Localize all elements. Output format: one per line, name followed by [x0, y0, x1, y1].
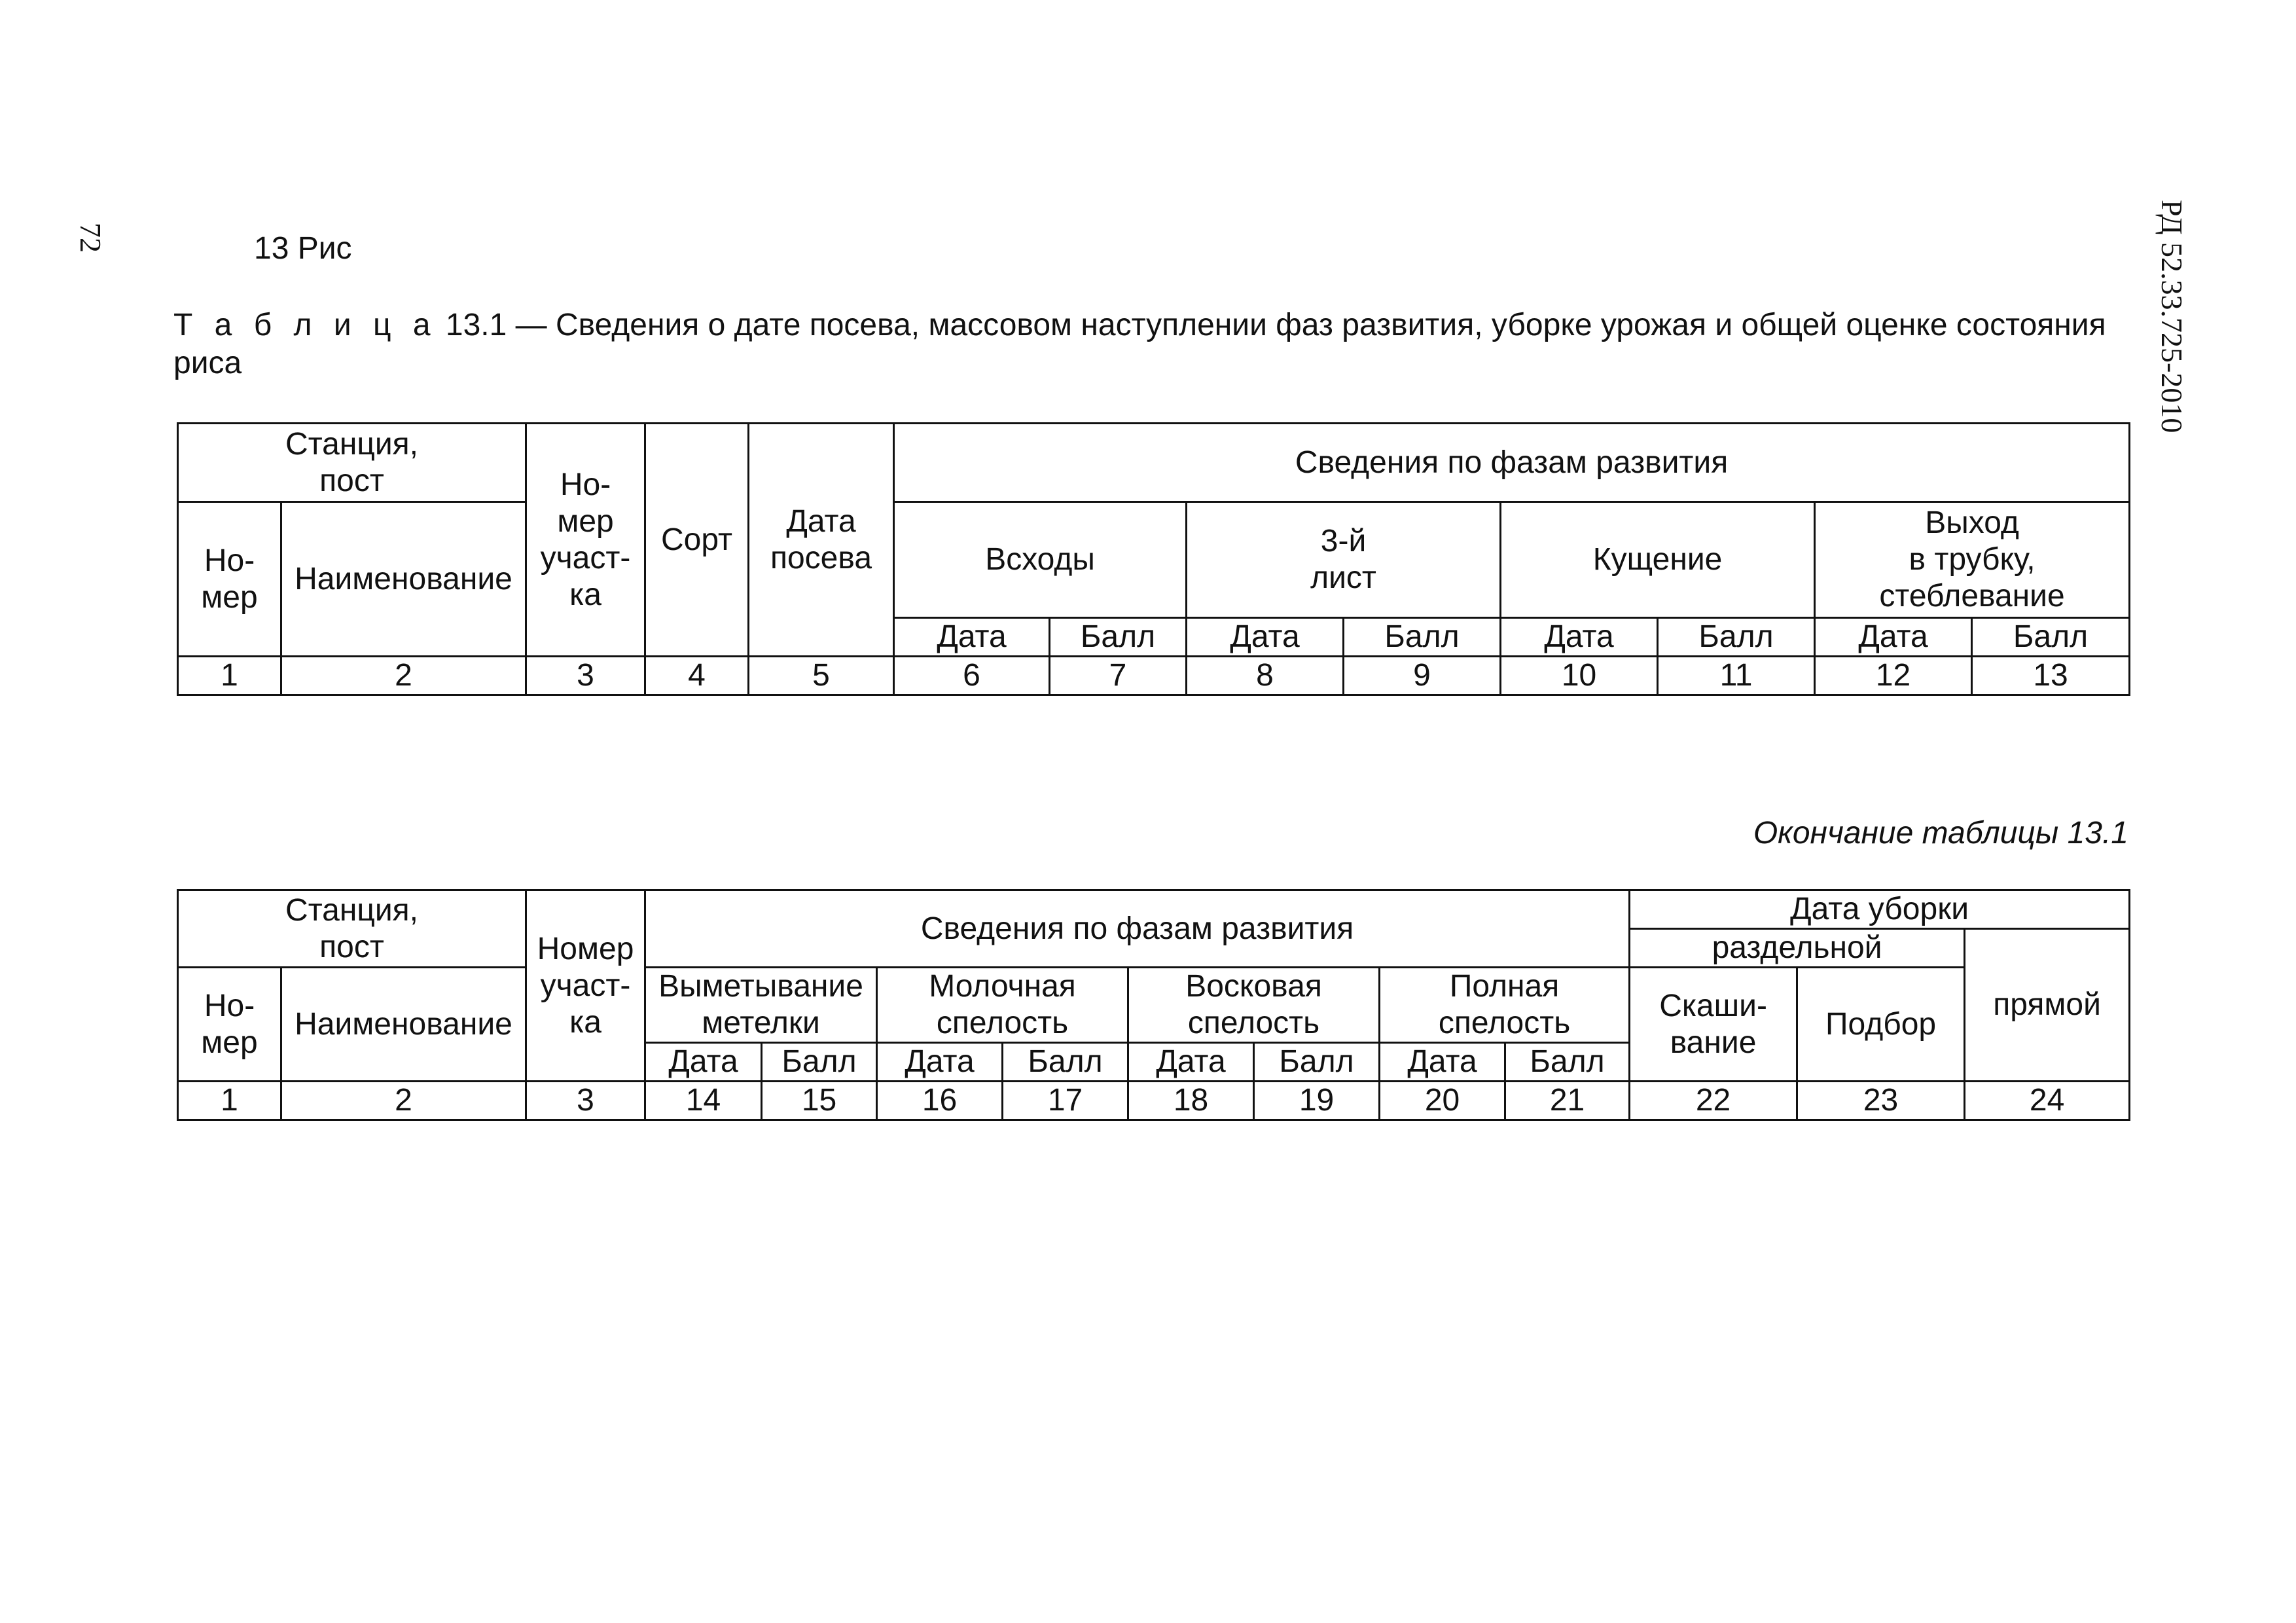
column-number: 2 [281, 1082, 526, 1120]
page-number: 72 [74, 223, 107, 253]
header-variety: Сорт [645, 424, 749, 657]
column-number: 21 [1505, 1082, 1630, 1120]
column-number: 5 [749, 657, 894, 695]
column-number: 22 [1630, 1082, 1797, 1120]
column-number: 19 [1254, 1082, 1380, 1120]
header-plot-number: Номер участ- ка [526, 890, 645, 1082]
header-score: Балл [1658, 618, 1815, 657]
caption-label: Т а б л и ц а [173, 308, 437, 342]
column-number: 1 [178, 657, 281, 695]
header-station: Станция, пост [178, 424, 526, 502]
column-number: 20 [1380, 1082, 1505, 1120]
column-number: 14 [645, 1082, 762, 1120]
header-name: Наименование [281, 968, 526, 1082]
header-plot-number: Но- мер участ- ка [526, 424, 645, 657]
header-harvest-date: Дата уборки [1630, 890, 2130, 929]
column-number: 15 [762, 1082, 877, 1120]
column-number: 12 [1815, 657, 1972, 695]
column-number: 13 [1972, 657, 2130, 695]
header-wax-ripeness: Восковая спелость [1128, 968, 1380, 1043]
header-score: Балл [1254, 1043, 1380, 1082]
header-score: Балл [1003, 1043, 1128, 1082]
header-booting: Выход в трубку, стеблевание [1815, 502, 2130, 618]
header-tillering: Кущение [1501, 502, 1815, 618]
header-score: Балл [762, 1043, 877, 1082]
header-pickup: Подбор [1797, 968, 1965, 1082]
header-date: Дата [1128, 1043, 1254, 1082]
column-number: 18 [1128, 1082, 1254, 1120]
column-number: 11 [1658, 657, 1815, 695]
header-score: Балл [1972, 618, 2130, 657]
section-title: 13 Рис [254, 231, 352, 266]
header-score: Балл [1050, 618, 1187, 657]
header-milk-ripeness: Молочная спелость [877, 968, 1128, 1043]
header-phases: Сведения по фазам развития [645, 890, 1630, 968]
column-number: 1 [178, 1082, 281, 1120]
table-13-1-ending [177, 889, 2130, 1121]
header-third-leaf: 3-й лист [1187, 502, 1501, 618]
header-number: Но- мер [178, 502, 281, 657]
header-score: Балл [1505, 1043, 1630, 1082]
column-number: 23 [1797, 1082, 1965, 1120]
header-phases: Сведения по фазам развития [894, 424, 2130, 502]
header-date: Дата [1501, 618, 1658, 657]
column-number: 17 [1003, 1082, 1128, 1120]
table-caption [173, 306, 2137, 382]
table-13-1 [177, 422, 2130, 696]
header-date: Дата [1815, 618, 1972, 657]
column-number: 9 [1344, 657, 1501, 695]
header-station: Станция, пост [178, 890, 526, 968]
column-number: 10 [1501, 657, 1658, 695]
header-date: Дата [877, 1043, 1003, 1082]
header-separate: раздельной [1630, 929, 1965, 968]
column-number: 6 [894, 657, 1050, 695]
column-number: 2 [281, 657, 526, 695]
header-mowing: Скаши- вание [1630, 968, 1797, 1082]
header-date: Дата [1380, 1043, 1505, 1082]
header-number: Но- мер [178, 968, 281, 1082]
header-date: Дата [894, 618, 1050, 657]
column-number: 7 [1050, 657, 1187, 695]
column-number: 8 [1187, 657, 1344, 695]
header-sowing-date: Дата посева [749, 424, 894, 657]
header-emergence: Всходы [894, 502, 1187, 618]
column-number: 3 [526, 1082, 645, 1120]
header-full-ripeness: Полная спелость [1380, 968, 1630, 1043]
column-number: 24 [1965, 1082, 2130, 1120]
header-name: Наименование [281, 502, 526, 657]
header-date: Дата [1187, 618, 1344, 657]
caption-text: 13.1 — Сведения о дате посева, массовом наступлении фаз развития, уборке урожая и общей оценке состояния риса [173, 308, 2106, 380]
document-code: РД 52.33.725-2010 [2155, 200, 2189, 433]
header-panicle: Выметывание метелки [645, 968, 877, 1043]
column-number: 3 [526, 657, 645, 695]
header-score: Балл [1344, 618, 1501, 657]
table-continuation-caption: Окончание таблицы 13.1 [1753, 816, 2128, 850]
column-number: 16 [877, 1082, 1003, 1120]
header-date: Дата [645, 1043, 762, 1082]
column-number: 4 [645, 657, 749, 695]
header-direct: прямой [1965, 929, 2130, 1082]
